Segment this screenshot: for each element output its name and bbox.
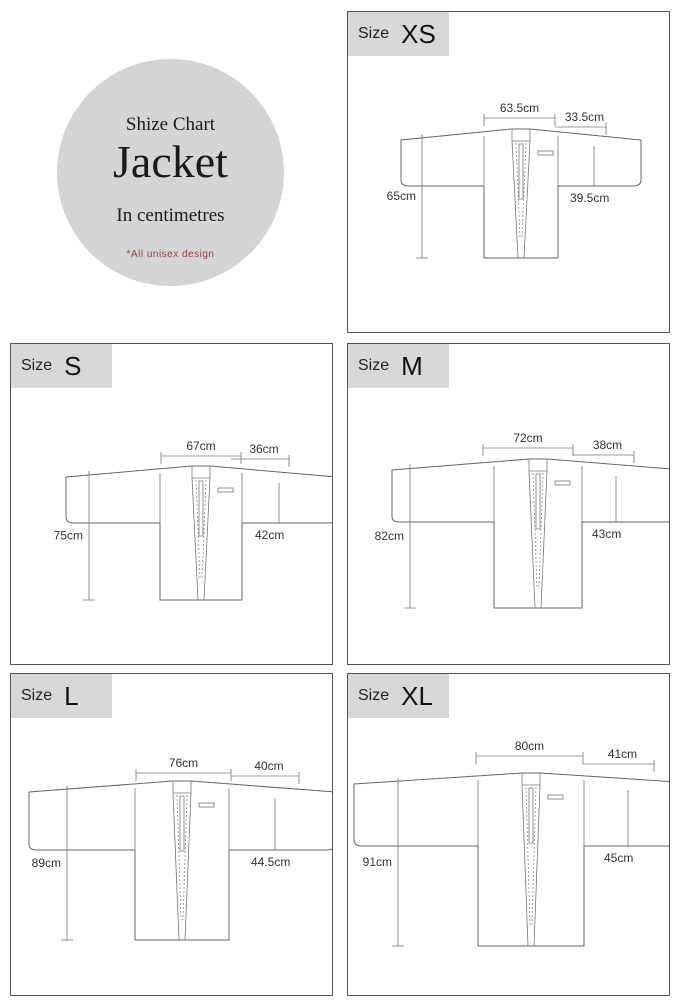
size-panel-l bbox=[10, 673, 333, 996]
pocket-tab bbox=[548, 795, 563, 799]
sleeve-width-label: 41cm bbox=[607, 747, 638, 761]
jacket-diagram bbox=[11, 344, 333, 665]
jacket-diagram bbox=[11, 674, 333, 996]
jacket-body bbox=[66, 466, 333, 600]
size-panel-s bbox=[10, 343, 333, 665]
length-label: 91cm bbox=[362, 855, 392, 869]
front-stitch bbox=[526, 787, 536, 926]
pocket-tab bbox=[218, 488, 233, 492]
jacket-outline bbox=[401, 114, 641, 258]
size-tag-value: S bbox=[64, 350, 82, 381]
unisex-note: *All unisex design bbox=[126, 249, 215, 260]
front-collar bbox=[192, 466, 210, 600]
length-label: 89cm bbox=[31, 856, 61, 870]
front-collar bbox=[522, 773, 540, 946]
length-label: 75cm bbox=[53, 528, 83, 543]
body-width-label: 72cm bbox=[513, 431, 543, 445]
front-stitch bbox=[177, 795, 187, 920]
size-panel-m bbox=[347, 343, 670, 665]
size-tag-label: Size bbox=[358, 357, 390, 374]
front-stitch bbox=[516, 143, 526, 238]
sleeve-length-label: 44.5cm bbox=[251, 855, 291, 869]
sleeve-length-label: 43cm bbox=[592, 527, 622, 541]
chart-subtitle: Shize Chart bbox=[125, 114, 216, 135]
sleeve-length-label: 42cm bbox=[255, 528, 285, 542]
inner-tie bbox=[536, 474, 540, 529]
length-label: 65cm bbox=[386, 189, 416, 203]
body-width-label: 67cm bbox=[186, 439, 216, 453]
inner-tie bbox=[180, 796, 184, 851]
size-panel-xl bbox=[347, 673, 670, 996]
jacket-outline bbox=[66, 452, 333, 600]
size-tag-label: Size bbox=[358, 687, 390, 704]
size-tag-label: Size bbox=[358, 25, 390, 42]
size-panel-xs bbox=[347, 11, 670, 333]
sleeve-length-label: 45cm bbox=[604, 851, 634, 865]
pocket-tab bbox=[199, 803, 214, 807]
title-circle bbox=[57, 59, 284, 286]
inner-tie bbox=[529, 788, 533, 843]
sleeve-length-label: 39.5cm bbox=[570, 191, 610, 205]
length-label: 82cm bbox=[374, 529, 404, 543]
body-width-label: 63.5cm bbox=[499, 101, 540, 115]
unit-label: In centimetres bbox=[116, 205, 225, 226]
front-collar bbox=[173, 781, 191, 940]
front-stitch bbox=[196, 480, 206, 580]
chart-title: Jacket bbox=[113, 136, 228, 187]
inner-tie bbox=[199, 481, 203, 536]
jacket-outline bbox=[354, 752, 670, 946]
front-collar bbox=[512, 129, 530, 258]
size-tag-value: XL bbox=[401, 680, 433, 711]
body-width-label: 76cm bbox=[168, 756, 199, 770]
sleeve-width-label: 33.5cm bbox=[564, 110, 605, 124]
size-tag-value: M bbox=[401, 350, 423, 381]
jacket-diagram bbox=[348, 344, 670, 665]
body-width-label: 80cm bbox=[514, 739, 545, 753]
size-tag-value: XS bbox=[401, 18, 436, 49]
sleeve-width-label: 38cm bbox=[592, 438, 623, 452]
jacket-outline bbox=[392, 444, 670, 608]
size-tag-value: L bbox=[64, 680, 79, 711]
sleeve-width-label: 40cm bbox=[254, 759, 284, 773]
front-stitch bbox=[533, 473, 543, 588]
front-collar bbox=[529, 459, 547, 608]
inner-tie bbox=[519, 144, 523, 199]
sleeve-width-label: 36cm bbox=[249, 442, 279, 456]
jacket-diagram bbox=[348, 674, 670, 996]
pocket-tab bbox=[538, 151, 553, 155]
pocket-tab bbox=[555, 481, 570, 485]
size-tag-label: Size bbox=[21, 687, 53, 704]
size-tag-label: Size bbox=[21, 357, 53, 374]
jacket-diagram bbox=[348, 12, 670, 333]
jacket-body bbox=[392, 459, 670, 608]
